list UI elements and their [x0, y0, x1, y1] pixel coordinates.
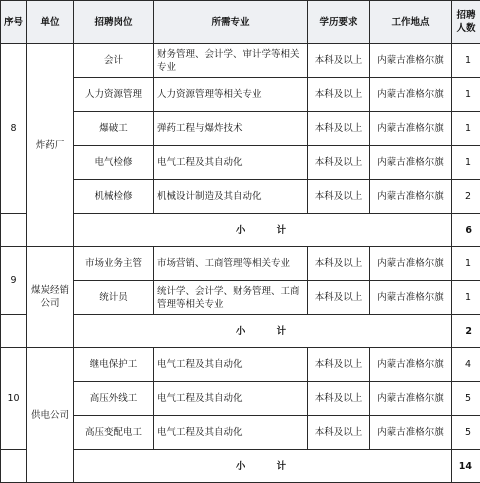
table-row — [1, 348, 480, 382]
header-major: 所需专业 — [154, 1, 308, 44]
header-row — [1, 1, 480, 44]
major-cell: 财务管理、会计学、审计学等相关专业 — [154, 44, 308, 78]
count-cell: 5 — [452, 382, 480, 416]
location-cell: 内蒙古准格尔旗 — [370, 44, 452, 78]
position-cell: 高压变配电工 — [74, 416, 154, 450]
header-position: 招聘岗位 — [74, 1, 154, 44]
education-cell: 本科及以上 — [308, 281, 370, 315]
major-cell: 电气工程及其自动化 — [154, 348, 308, 382]
major-cell: 弹药工程与爆炸技术 — [154, 112, 308, 146]
subtotal-label: 小 计 — [74, 214, 452, 247]
group-unit-cell: 炸药厂 — [27, 44, 74, 247]
position-cell: 市场业务主管 — [74, 247, 154, 281]
subtotal-blank-cell — [1, 450, 27, 483]
major-cell: 人力资源管理等相关专业 — [154, 78, 308, 112]
table-row — [1, 44, 480, 78]
education-cell: 本科及以上 — [308, 78, 370, 112]
education-cell: 本科及以上 — [308, 247, 370, 281]
group-no-cell: 10 — [1, 348, 27, 450]
major-cell: 市场营销、工商管理等相关专业 — [154, 247, 308, 281]
header-unit: 单位 — [27, 1, 74, 44]
education-cell: 本科及以上 — [308, 112, 370, 146]
header-education: 学历要求 — [308, 1, 370, 44]
count-cell: 2 — [452, 180, 480, 214]
location-cell: 内蒙古准格尔旗 — [370, 180, 452, 214]
subtotal-value: 6 — [452, 214, 480, 247]
subtotal-label: 小 计 — [74, 450, 452, 483]
count-cell: 5 — [452, 416, 480, 450]
position-cell: 机械检修 — [74, 180, 154, 214]
subtotal-value: 2 — [452, 315, 480, 348]
education-cell: 本科及以上 — [308, 348, 370, 382]
position-cell: 统计员 — [74, 281, 154, 315]
group-no-cell: 8 — [1, 44, 27, 214]
count-cell: 1 — [452, 247, 480, 281]
major-cell: 电气工程及其自动化 — [154, 146, 308, 180]
group-unit-cell: 煤炭经销公司 — [27, 247, 74, 348]
location-cell: 内蒙古准格尔旗 — [370, 78, 452, 112]
subtotal-blank-cell — [1, 214, 27, 247]
location-cell: 内蒙古准格尔旗 — [370, 348, 452, 382]
group-unit-cell: 供电公司 — [27, 348, 74, 483]
education-cell: 本科及以上 — [308, 44, 370, 78]
position-cell: 高压外线工 — [74, 382, 154, 416]
subtotal-value: 14 — [452, 450, 480, 483]
count-cell: 1 — [452, 78, 480, 112]
major-cell: 机械设计制造及其自动化 — [154, 180, 308, 214]
subtotal-label: 小 计 — [74, 315, 452, 348]
position-cell: 会计 — [74, 44, 154, 78]
major-cell: 电气工程及其自动化 — [154, 382, 308, 416]
major-cell: 统计学、会计学、财务管理、工商管理等相关专业 — [154, 281, 308, 315]
count-cell: 1 — [452, 44, 480, 78]
location-cell: 内蒙古准格尔旗 — [370, 112, 452, 146]
position-cell: 人力资源管理 — [74, 78, 154, 112]
group-no-cell: 9 — [1, 247, 27, 315]
count-cell: 1 — [452, 146, 480, 180]
table-header — [1, 1, 480, 44]
count-cell: 1 — [452, 281, 480, 315]
position-cell: 继电保护工 — [74, 348, 154, 382]
count-cell: 4 — [452, 348, 480, 382]
education-cell: 本科及以上 — [308, 416, 370, 450]
count-cell: 1 — [452, 112, 480, 146]
location-cell: 内蒙古准格尔旗 — [370, 382, 452, 416]
table-row — [1, 247, 480, 281]
education-cell: 本科及以上 — [308, 146, 370, 180]
position-cell: 电气检修 — [74, 146, 154, 180]
location-cell: 内蒙古准格尔旗 — [370, 146, 452, 180]
position-cell: 爆破工 — [74, 112, 154, 146]
header-count: 招聘人数 — [452, 1, 480, 44]
table-body — [1, 44, 480, 483]
location-cell: 内蒙古准格尔旗 — [370, 247, 452, 281]
education-cell: 本科及以上 — [308, 382, 370, 416]
header-location: 工作地点 — [370, 1, 452, 44]
location-cell: 内蒙古准格尔旗 — [370, 281, 452, 315]
header-no: 序号 — [1, 1, 27, 44]
major-cell: 电气工程及其自动化 — [154, 416, 308, 450]
subtotal-blank-cell — [1, 315, 27, 348]
location-cell: 内蒙古准格尔旗 — [370, 416, 452, 450]
education-cell: 本科及以上 — [308, 180, 370, 214]
